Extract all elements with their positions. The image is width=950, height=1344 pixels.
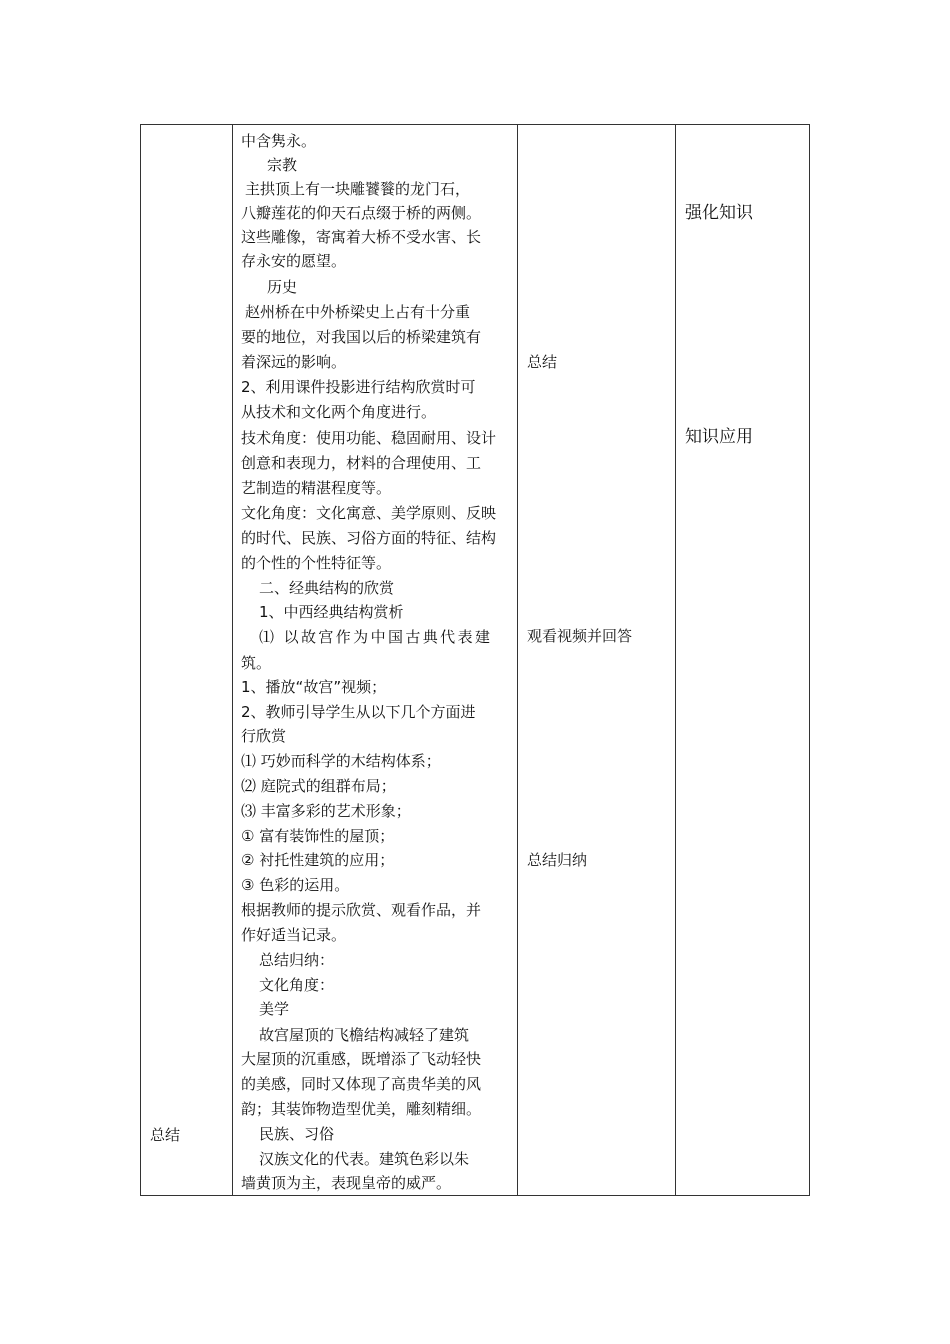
content-line: 八瓣莲花的仰天石点缀于桥的两侧。 <box>241 204 482 222</box>
content-line: 这些雕像，寄寓着大桥不受水害、长 <box>241 228 482 246</box>
content-line: 艺制造的精湛程度等。 <box>241 479 392 497</box>
content-line: 墙黄顶为主，表现皇帝的威严。 <box>241 1174 452 1192</box>
content-line: 2、教师引导学生从以下几个方面进 <box>241 703 476 721</box>
content-line: ⑶ 丰富多彩的艺术形象； <box>241 802 411 820</box>
content-line: 作好适当记录。 <box>241 926 347 944</box>
content-heading: 历史 <box>267 278 298 296</box>
content-line: 主拱顶上有一块雕饕餮的龙门石， <box>245 180 471 198</box>
content-line: 的时代、民族、习俗方面的特征、结构 <box>241 529 497 547</box>
content-line: 韵；其装饰物造型优美，雕刻精细。 <box>241 1100 482 1118</box>
content-line: ① 富有装饰性的屋顶； <box>241 827 395 845</box>
content-heading: 总结归纳： <box>259 951 335 969</box>
content-line: 存永安的愿望。 <box>241 252 347 270</box>
teaching-content-column <box>232 125 516 1195</box>
content-heading: 美学 <box>259 1000 290 1018</box>
intent-strengthen-knowledge: 强化知识 <box>685 203 753 223</box>
content-line: 根据教师的提示欣赏、观看作品，并 <box>241 901 482 919</box>
content-line: 从技术和文化两个角度进行。 <box>241 403 437 421</box>
content-line: ② 衬托性建筑的应用； <box>241 851 395 869</box>
content-line: 故宫屋顶的飞檐结构减轻了建筑 <box>259 1026 470 1044</box>
content-line: 创意和表现力，材料的合理使用、工 <box>241 454 482 472</box>
content-heading: 1、中西经典结构赏析 <box>259 603 404 621</box>
content-line: 文化角度：文化寓意、美学原则、反映 <box>241 504 497 522</box>
content-line: 汉族文化的代表。建筑色彩以朱 <box>259 1150 470 1168</box>
content-line: 2、利用课件投影进行结构欣赏时可 <box>241 378 476 396</box>
stage-label-summary: 总结 <box>150 1126 181 1144</box>
content-line: 1、播放“故宫”视频； <box>241 678 387 696</box>
content-line: 中含隽永。 <box>241 132 317 150</box>
column-divider <box>517 125 518 1195</box>
activity-watch-answer: 观看视频并回答 <box>527 627 633 645</box>
content-line: 要的地位，对我国以后的桥梁建筑有 <box>241 328 482 346</box>
content-line: 大屋顶的沉重感，既增添了飞动轻快 <box>241 1050 482 1068</box>
content-line: 的个性的个性特征等。 <box>241 554 392 572</box>
content-line: ⑴ 以故宫作为中国古典代表建 <box>259 628 493 646</box>
content-line: 的美感，同时又体现了高贵华美的风 <box>241 1075 482 1093</box>
content-heading: 宗教 <box>267 156 298 174</box>
content-heading: 文化角度： <box>259 976 335 994</box>
content-line: 行欣赏 <box>241 727 287 745</box>
content-line: ⑴ 巧妙而科学的木结构体系； <box>241 752 441 770</box>
content-line: 着深远的影响。 <box>241 353 347 371</box>
content-line: 筑。 <box>241 654 272 672</box>
content-heading: 二、经典结构的欣赏 <box>259 579 395 597</box>
activity-summary: 总结 <box>527 353 558 371</box>
content-line: 赵州桥在中外桥梁史上占有十分重 <box>245 303 471 321</box>
activity-summarize: 总结归纳 <box>527 851 588 869</box>
column-divider <box>675 125 676 1195</box>
content-line: ③ 色彩的运用。 <box>241 876 350 894</box>
content-line: 技术角度：使用功能、稳固耐用、设计 <box>241 429 497 447</box>
content-heading: 民族、习俗 <box>259 1125 335 1143</box>
lesson-table <box>140 124 810 1196</box>
intent-apply-knowledge: 知识应用 <box>685 427 753 447</box>
content-line: ⑵ 庭院式的组群布局； <box>241 777 396 795</box>
